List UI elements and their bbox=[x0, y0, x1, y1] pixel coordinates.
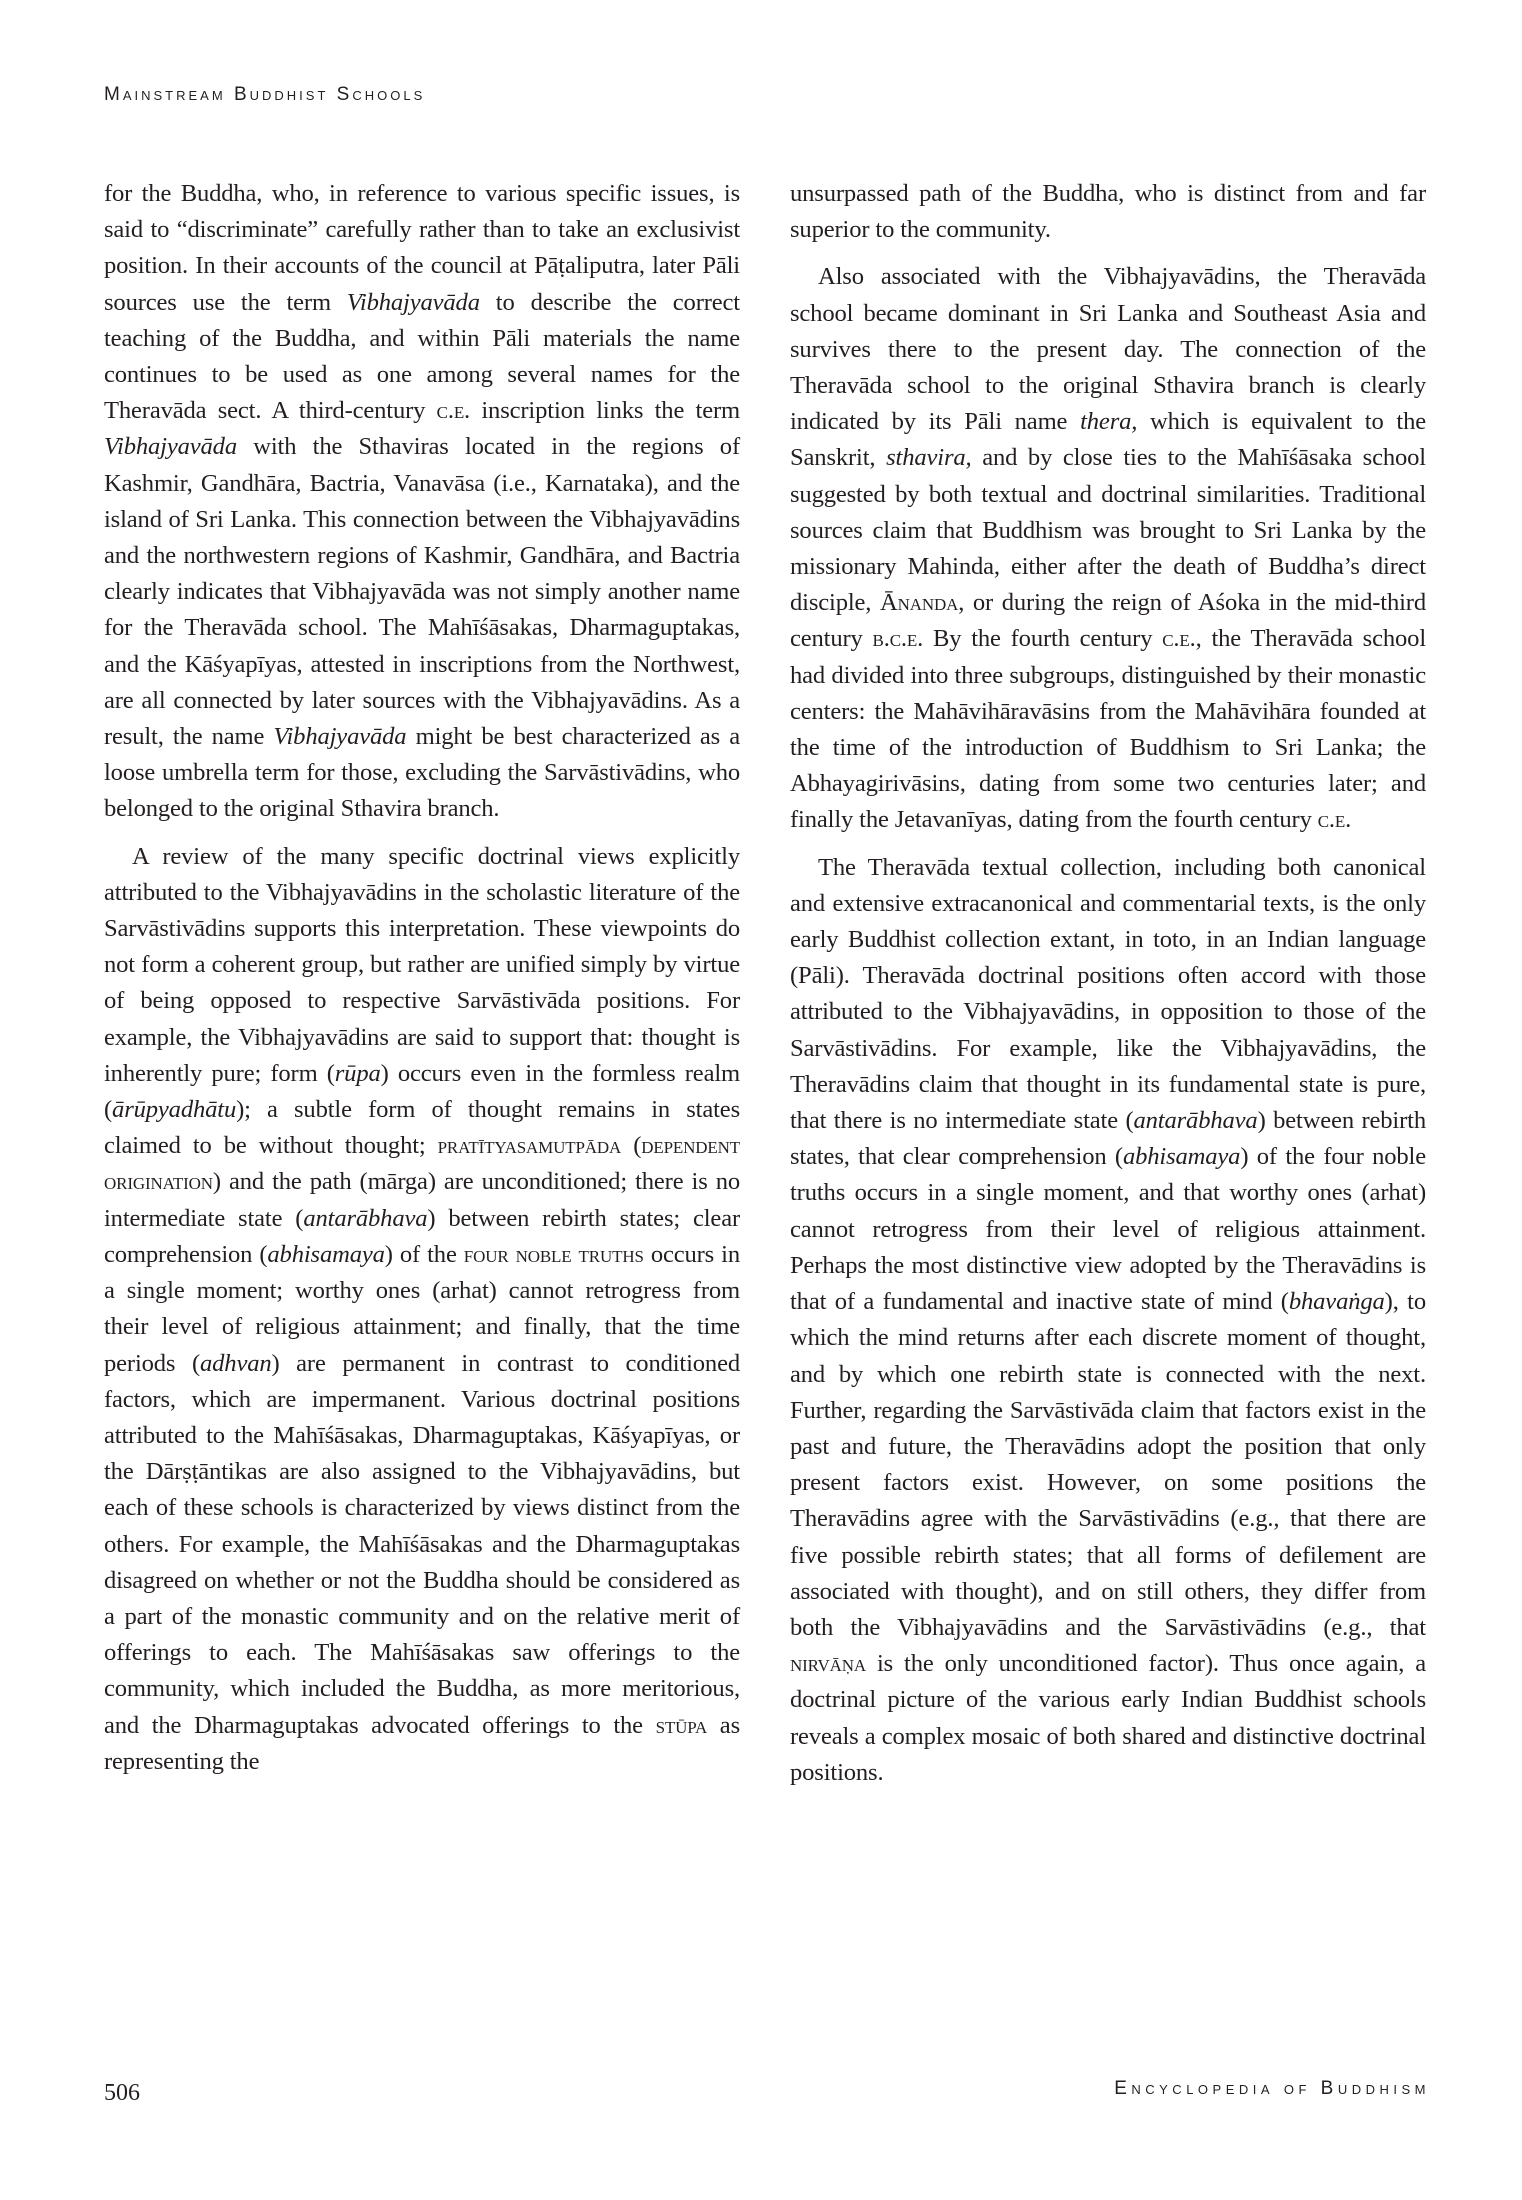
body-text: ) of the bbox=[384, 1240, 464, 1268]
italic-term: Vibhajyavāda bbox=[104, 433, 237, 461]
left-column bbox=[104, 176, 740, 1780]
italic-term: adhvan bbox=[200, 1349, 272, 1377]
body-text: ) of the four noble truths occurs in a single moment, and that worthy ones (arhat) cannot retrogress from their level of religious attainment. Perhaps the most distinctive view adopted by the Theravādins is that of a fundamental and inactive state of mind ( bbox=[790, 1143, 1426, 1316]
paragraph bbox=[104, 839, 740, 1780]
italic-term: antarābhava bbox=[1133, 1107, 1258, 1135]
page-number: 506 bbox=[104, 2080, 140, 2106]
italic-term: ārūpyadhātu bbox=[112, 1096, 237, 1124]
era-abbreviation: c.e. bbox=[1162, 625, 1196, 653]
italic-term: rūpa bbox=[334, 1059, 381, 1087]
italic-term: Vibhajyavāda bbox=[346, 288, 480, 316]
body-text: which is equivalent to the Sanskrit, bbox=[790, 408, 1426, 472]
paragraph bbox=[790, 176, 1426, 248]
body-text: is the only unconditioned factor). Thus once again, a doctrinal picture of the various early Indian Buddhist schools reveals a complex mosaic of both shared and distinctive doctrinal positions. bbox=[790, 1650, 1426, 1786]
italic-term: sthavira, bbox=[886, 444, 972, 472]
body-text: and the path (mārga) are unconditioned; there is no intermediate state ( bbox=[104, 1168, 740, 1232]
body-text: By the fourth century bbox=[923, 625, 1163, 653]
cross-reference: four noble truths bbox=[463, 1240, 644, 1268]
body-text: to describe the correct teaching of the Buddha, and within Pāli materials the name continues to be used as one among several names for the Theravāda sect. A third-century bbox=[104, 288, 740, 425]
body-text: ) are permanent in contrast to conditioned factors, which are impermanent. Various doctrinal positions attributed to the Mahīśāsakas, Dharmaguptakas, Kāśyapīyas, or the Dārṣṭāntikas are also assigned to the Vibhajyavādins, but each of these schools is characterized by views distinct from the others. For example, the Mahīśāsakas and the Dharmaguptakas disagreed on whether or not the Buddha should be considered as a part of the monastic community and on the relative merit of offerings to each. The Mahīśāsakas saw offerings to the community, which included the Buddha, as more meritorious, and the Dharmaguptakas advocated offerings to the bbox=[104, 1349, 740, 1739]
italic-term: thera, bbox=[1080, 408, 1138, 436]
body-text: The Theravāda textual collection, including both canonical and extensive extracanonical and commentarial texts, is the only early Buddhist collection extant, in toto, in an Indian language (Pāli). Theravāda doctrinal positions often accord with those attributed to the Vibhajyavādins, in opposition to those of the Sarvāstivādins. For example, like the Vibhajyavādins, the Theravādins claim that thought in its fundamental state is pure, that there is no intermediate state ( bbox=[790, 853, 1426, 1135]
right-column bbox=[790, 176, 1426, 1791]
body-text: , or during the reign of Aśoka in the mid-third century bbox=[790, 589, 1426, 653]
italic-term: bhavaṅga bbox=[1288, 1288, 1385, 1316]
paragraph bbox=[790, 850, 1426, 1791]
body-text: ) occurs even in the formless realm ( bbox=[104, 1059, 740, 1124]
running-footer-title: Encyclopedia of Buddhism bbox=[1114, 2078, 1430, 2099]
body-text: A review of the many specific doctrinal views explicitly attributed to the Vibhajyavādins in the scholastic literature of the Sarvāstivādins supports this interpretation. These viewpoints do not form a coherent group, but rather are unified simply by virtue of being opposed to respective Sarvāstivāda positions. For example, the Vibhajyavādins are said to support that: thought is inherently pure; form ( bbox=[104, 842, 740, 1087]
italic-term: abhisamaya bbox=[267, 1240, 385, 1268]
italic-term: antarābhava bbox=[303, 1204, 428, 1232]
cross-reference: pratītyasamutpāda (dependent origination) bbox=[104, 1132, 740, 1196]
body-text: ) between rebirth states, that clear comprehension ( bbox=[790, 1107, 1426, 1171]
era-abbreviation: c.e. bbox=[1317, 806, 1352, 834]
body-text: as representing the bbox=[104, 1711, 740, 1775]
cross-reference: nirvāṇa bbox=[790, 1650, 866, 1678]
body-text: , the Theravāda school had divided into three subgroups, distinguished by their monastic centers: the Mahāvihāravāsins from the Mahāvihāra founded at the time of the introduction of Buddhism to Sri Lanka; the Abhayagirivāsins, dating from some two centuries later; and finally the Jetavanīyas, dating from the fourth century bbox=[790, 625, 1426, 834]
body-text: with the Sthaviras located in the regions of Kashmir, Gandhāra, Bactria, Vanavāsa (i.e., Karnataka), and the island of Sri Lanka. This connection between the Vibhajyavādins and the northwestern regions of Kashmir, Gandhāra, and Bactria clearly indicates that Vibhajyavāda was not simply another name for the Theravāda school. The Mahīśāsakas, Dharmaguptakas, and the Kāśyapīyas, attested in inscriptions from the Northwest, are all connected by later sources with the Vibhajyavādins. As a result, the name bbox=[104, 433, 740, 751]
italic-term: abhisamaya bbox=[1122, 1143, 1241, 1171]
body-text: Also associated with the Vibhajyavādins, the Theravāda school became dominant in Sri Lanka and Southeast Asia and survives there to the present day. The connection of the Theravāda school to the original Sthavira branch is clearly indicated by its Pāli name bbox=[790, 263, 1426, 436]
body-text: ) between rebirth states; clear comprehension ( bbox=[104, 1204, 740, 1268]
body-text: occurs in a single moment; worthy ones (arhat) cannot retrogress from their level of religious attainment; and finally, that the time periods ( bbox=[104, 1240, 740, 1377]
body-text: ), to which the mind returns after each discrete moment of thought, and by which one rebirth state is connected with the next. Further, regarding the Sarvāstivāda claim that factors exist in the past and future, the Theravādins adopt the position that only present factors exist. However, on some positions the Theravādins agree with the Sarvāstivādins (e.g., that there are five possible rebirth states; that all forms of defilement are associated with thought), and on still others, they differ from both the Vibhajyavādins and the Sarvāstivādins (e.g., that bbox=[790, 1288, 1426, 1641]
body-text: for the Buddha, who, in reference to various specific issues, is said to “discriminate” carefully rather than to take an exclusivist position. In their accounts of the council at Pāṭaliputra, later Pāli sources use the term bbox=[104, 180, 740, 316]
body-text: and by close ties to the Mahīśāsaka school suggested by both textual and doctrinal similarities. Traditional sources claim that Buddhism was brought to Sri Lanka by the missionary Mahinda, either after the death of Buddha’s direct disciple, bbox=[790, 444, 1426, 617]
paragraph bbox=[790, 259, 1426, 838]
italic-term: Vibhajyavāda bbox=[273, 723, 407, 751]
paragraph bbox=[104, 176, 740, 828]
body-text: inscription links the term bbox=[470, 397, 740, 425]
body-text: might be best characterized as a loose umbrella term for those, excluding the Sarvāstivādins, who belonged to the original Sthavira branch. bbox=[104, 723, 740, 823]
cross-reference: stūpa bbox=[655, 1711, 708, 1739]
body-text: ); a subtle form of thought remains in states claimed to be without thought; bbox=[104, 1096, 740, 1160]
cross-reference: Ānanda bbox=[879, 589, 959, 617]
running-header-title: Mainstream Buddhist Schools bbox=[104, 84, 426, 105]
era-abbreviation: b.c.e. bbox=[872, 625, 924, 653]
era-abbreviation: c.e. bbox=[436, 397, 471, 425]
body-text: unsurpassed path of the Buddha, who is distinct from and far superior to the community. bbox=[790, 180, 1426, 244]
